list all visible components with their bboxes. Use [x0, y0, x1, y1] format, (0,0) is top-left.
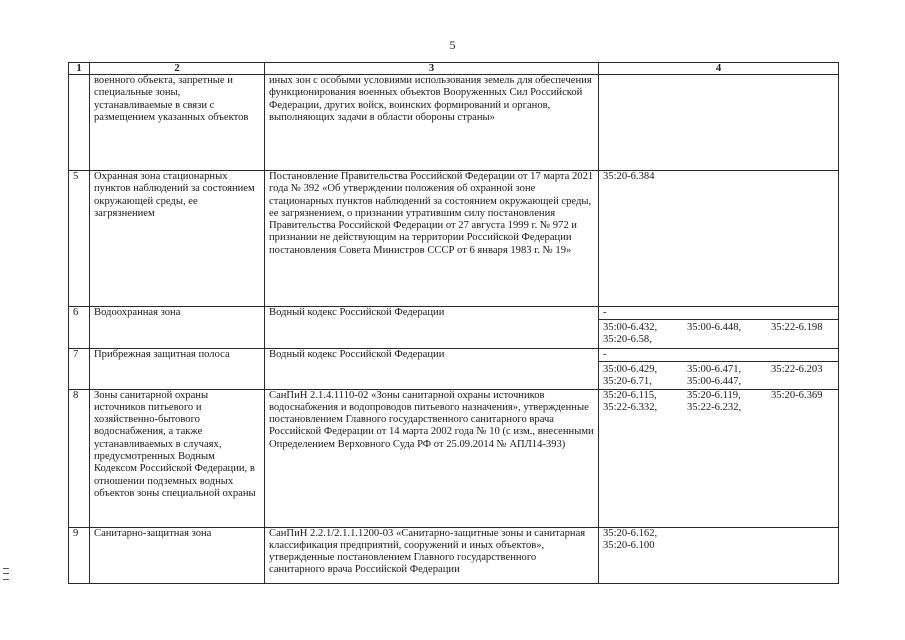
- table-row: [69, 527, 839, 583]
- cadastral-number: 35:20-6.119,: [687, 389, 741, 401]
- row-number: 5: [69, 171, 90, 307]
- header-col-4: 4: [599, 63, 839, 75]
- legal-act: Водный кодекс Российской Федерации: [265, 307, 599, 349]
- zone-name: Водоохранная зона: [90, 307, 265, 349]
- cadastral-number: 35:20-6.384: [603, 171, 655, 182]
- cadastral-number: 35:22-6.203: [771, 364, 823, 375]
- cadastral-numbers: [599, 75, 839, 171]
- cadastral-number: 35:20-6.58,: [603, 334, 652, 346]
- table-row: [69, 75, 839, 171]
- cadastral-numbers: [599, 307, 839, 349]
- cadastral-numbers: [599, 527, 839, 583]
- page-number: 5: [449, 38, 456, 52]
- cadastral-number: 35:00-6.432,: [603, 322, 658, 333]
- row-number: 6: [69, 307, 90, 349]
- cadastral-number: 35:20-6.162,: [603, 527, 658, 539]
- cadastral-number: 35:20-6.71,: [603, 376, 652, 388]
- cadastral-number: 35:22-6.232,: [687, 401, 742, 413]
- cadastral-number: 35:20-6.115,: [603, 389, 657, 401]
- zone-name: военного объекта, запретные и специальные зоны, устанавливаемые в связи с размещением указанных объектов: [90, 75, 265, 171]
- row-number: 8: [69, 389, 90, 527]
- cadastral-number: 35:00-6.447,: [687, 376, 742, 388]
- zones-table: [68, 62, 839, 584]
- header-col-3: 3: [265, 63, 599, 75]
- header-col-2: 2: [90, 63, 265, 75]
- binding-margin-marks: [3, 568, 9, 580]
- header-col-1: 1: [69, 63, 90, 75]
- cadastral-number: 35:22-6.332,: [603, 401, 658, 413]
- cadastral-number: 35:00-6.448,: [687, 322, 742, 333]
- legal-act: иных зон с особыми условиями использования земель для обеспечения функционирования военных объектов Вооруженных Сил Российской Федерации, других войск, воинских формирований и органов, выполняющих задачи в области обороны страны»: [265, 75, 599, 171]
- cadastral-numbers: [599, 349, 839, 390]
- zone-name: Прибрежная защитная полоса: [90, 349, 265, 390]
- table-row: [69, 171, 839, 307]
- table-row: [69, 349, 839, 390]
- cadastral-number: 35:20-6.100: [603, 539, 655, 551]
- row-number: 7: [69, 349, 90, 390]
- dash-placeholder: -: [599, 349, 838, 362]
- table-row: [69, 307, 839, 349]
- row-number: 9: [69, 527, 90, 583]
- legal-act: СанПиН 2.2.1/2.1.1.1200-03 «Санитарно-защитные зоны и санитарная классификация предприятий, сооружений и иных объектов», утвержденные постановлением Главного государственного санитарного врача Российской Федерации: [265, 527, 599, 583]
- cadastral-numbers: [599, 389, 839, 527]
- cadastral-number: 35:00-6.471,: [687, 364, 742, 375]
- zone-name: Охранная зона стационарных пунктов наблюдений за состоянием окружающей среды, ее загрязнением: [90, 171, 265, 307]
- cadastral-numbers: [599, 171, 839, 307]
- cadastral-number: 35:20-6.369: [771, 389, 823, 401]
- legal-act: Постановление Правительства Российской Федерации от 17 марта 2021 года № 392 «Об утверждении положения об охранной зоне стационарных пунктов наблюдений за состоянием окружающей среды, ее загрязнением, о признании утратившим силу постановления Правительства Российской Федерации от 27 августа 1999 г. № 972 и признании не действующим на территории Российской Федерации постановления Совета Министров СССР от 6 января 1983 г. № 19»: [265, 171, 599, 307]
- cadastral-number: 35:22-6.198: [771, 322, 823, 333]
- zone-name: Санитарно-защитная зона: [90, 527, 265, 583]
- table-row: [69, 389, 839, 527]
- legal-act: Водный кодекс Российской Федерации: [265, 349, 599, 390]
- cadastral-number: 35:00-6.429,: [603, 364, 658, 375]
- zone-name: Зоны санитарной охраны источников питьевого и хозяйственно-бытового водоснабжения, а также устанавливаемых в случаях, предусмотренных Водным Кодексом Российской Федерации, в отношении подземных водных объектов зоны специальной охраны: [90, 389, 265, 527]
- table-header-row: [69, 63, 839, 75]
- dash-placeholder: -: [599, 307, 838, 320]
- legal-act: СанПиН 2.1.4.1110-02 «Зоны санитарной охраны источников водоснабжения и водопроводов питьевого назначения», утвержденные постановлением Главного государственного санитарного врача Российской Федерации от 14 марта 2002 года № 10 (с изм., внесенными Определением Верховного Суда РФ от 25.09.2014 № АПЛ14-393): [265, 389, 599, 527]
- row-number: [69, 75, 90, 171]
